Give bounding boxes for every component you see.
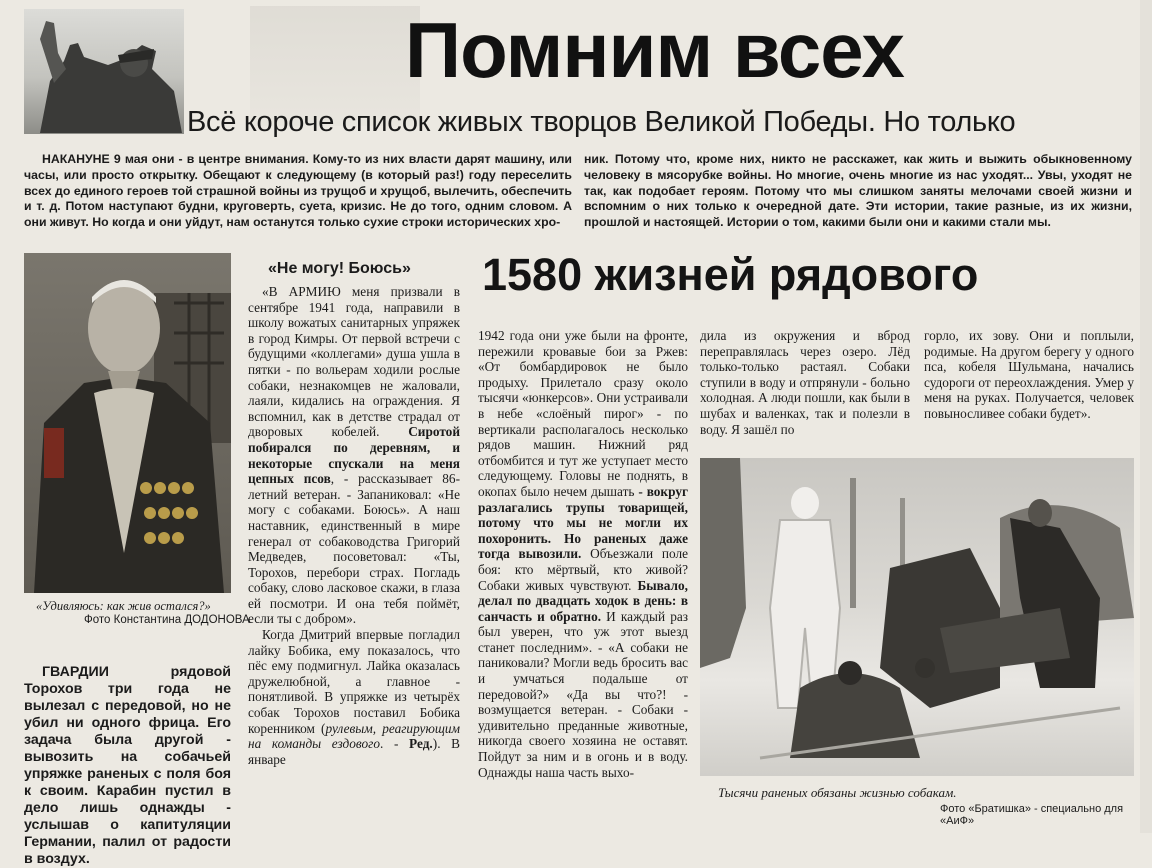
header-photo-soldier [24, 9, 184, 134]
article-lead [24, 664, 231, 868]
intro-lead-word: НАКАНУНЕ 9 мая они [42, 152, 175, 166]
portrait-credit: Фото Константина ДОДОНОВА [84, 614, 250, 626]
col-a-bold-1: Сиротой побирался по деревням, и некоторые спускали на меня цепных псов [248, 424, 460, 487]
article-subhead: «Не могу! Боюсь» [268, 260, 411, 277]
article-column-c: дила из окружения и вброд переправлялась через озеро. Лёд только-только растаял. Собаки ступили в воду и отпрянули - больно холодная. А люди пошли, как были в шубах и валенках, так и полезли в воду. Я зашёл по [700, 328, 910, 437]
col-a-text-5: ). В январе [248, 736, 461, 767]
intro-column-1 [24, 152, 572, 231]
col-b-text-3: И каждый раз был уверен, что уж этот выезд станет последним». - «А собаки не паниковали? Могли ведь бросить вас и умчаться подальше от передовой?» «Да вы что?! - возмущается ветеран. - Собаки - удивительно преданные животные, никогда своего хозяина не оставят. Пойдут за ним и в огонь и в воду. Однажды наша часть выхо- [478, 608, 688, 780]
main-photo-dog-sled [700, 458, 1134, 776]
main-photo-credit: Фото «Братишка» - специально для «АиФ» [940, 803, 1124, 827]
portrait-photo [24, 253, 231, 593]
lead-text: рядовой Торохов три года не вылезал с передовой, но не убил ни одного фрица. Его задача была другой - вывозить на собачьей упряжке раненых с поля боя к своим. Карабин пустил в дело лишь однажды - услышав о капитуляции Германии, палил от радости в воздух. [24, 664, 231, 867]
col-b-text-1: 1942 года они уже были на фронте, пережили кровавые бои за Ржев: «От бомбардировок не было продыху. Прилетало сразу около тысячи «юнкерсов». Они устраивали в небе «слоёный пирог» - по вертикали располагалось несколько рядов машин. Нижний ряд отбомбится и тут же уступает место следующему. Головы не поднять, в окопах было нечем дышать [478, 328, 688, 499]
col-b-text-2: Объезжали поле боя: кто мёртвый, кто живой? Собаки живых чувствуют. [478, 546, 688, 593]
page-title: Помним всех [405, 6, 904, 94]
col-a-bold-2: Ред. [409, 736, 433, 752]
article-column-a [248, 284, 460, 767]
lead-word: ГВАРДИИ [42, 664, 109, 680]
intro-text-2: ник. Потому что, кроме них, никто не расскажет, как жить и выжить обыкновенному человеку в мясорубке войны. Но многие, очень многие из нас уходят... Увы, уходят не так, как подобает героям. Потому что мы слишком заняты мелочами своей жизни и вспомним о них только к очередной дате. Эти истории, такие разные, из их жизни, прошлой и настоящей. Истории о том, какими были они и какими стали мы. [584, 152, 1132, 230]
main-photo-caption: Тысячи раненых обязаны жизнью собакам. [718, 785, 957, 800]
article-column-d: горло, их зову. Они и поплыли, родимые. На другом берегу у одного пса, кобеля Шульмана, начались судороги от переохлаждения. Умер у меня на руках. Получается, человек повыносливее собаки будет». [924, 328, 1134, 421]
right-edge-strip [1140, 0, 1152, 833]
col-a-text-4: . - [380, 736, 410, 752]
col-b-bold-1: - вокруг разлагались трупы товарищей, потому что мы не могли их похоронить. Но раненых даже тогда вывозили. [478, 483, 689, 562]
intro-text-1: - в центре внимания. Кому-то из них власти дарят машину, или часы, или просто открытку. Обещают к следующему (в который раз!) году переселить всех до единого героев той страшной войны из трущоб и хрущоб, вылечить, обеспечить и т. д. Потом наступают будни, круговерть, суета, кризис. Не до того, одним словом. А они живут. Но когда и они уйдут, нам останутся только сухие строки исторических хро- [24, 152, 572, 230]
col-b-bold-2: Бывало, делал по двадцать ходок в день: в санчасть и обратно. [478, 577, 688, 624]
col-a-text-3: Когда Дмитрий впервые погладил лайку Бобика, ему показалось, что пёс ему подмигнул. Лайка оказалась дружелюбной, а главное - понятливой. В упряжке из четырёх собак Торохов поставил Бобика коренником ( [248, 627, 460, 736]
article-headline: 1580 жизней рядового [482, 249, 979, 300]
col-a-text-2: , - рассказывает 86-летний ветеран. - Запаниковал: «Не могу с собаками. Боюсь». А наш наставник, единственный в мире генерал от собаководства Григорий Медведев, посоветовал: «Ты, Торохов, перебори страх. Погладь собаку, слово ласковое скажи, в глаза ей посмотри. И она тебя поймёт, если ты с добром». [248, 471, 460, 627]
page-subtitle: Всё короче список живых творцов Великой Победы. Но только [187, 106, 1016, 138]
col-a-italic: рулевым, реагирующим на команды ездового [248, 720, 460, 752]
col-a-text-1: «В АРМИЮ меня призвали в сентябре 1941 года, направили в школу вожатых санитарных упряжек в город Кимры. От первой встречи с будущими «коллегами» душа ушла в пятки - по вольерам ходили рослые собаки, незнакомцев не жаловали, лаяли, кидались на ограждения. Я вспомнил, как в детстве страдал от дворовых кобелей. [248, 284, 460, 440]
article-column-b [478, 328, 688, 780]
intro-column-2 [584, 152, 1132, 231]
portrait-caption: «Удивляюсь: как жив остался?» [36, 599, 211, 613]
